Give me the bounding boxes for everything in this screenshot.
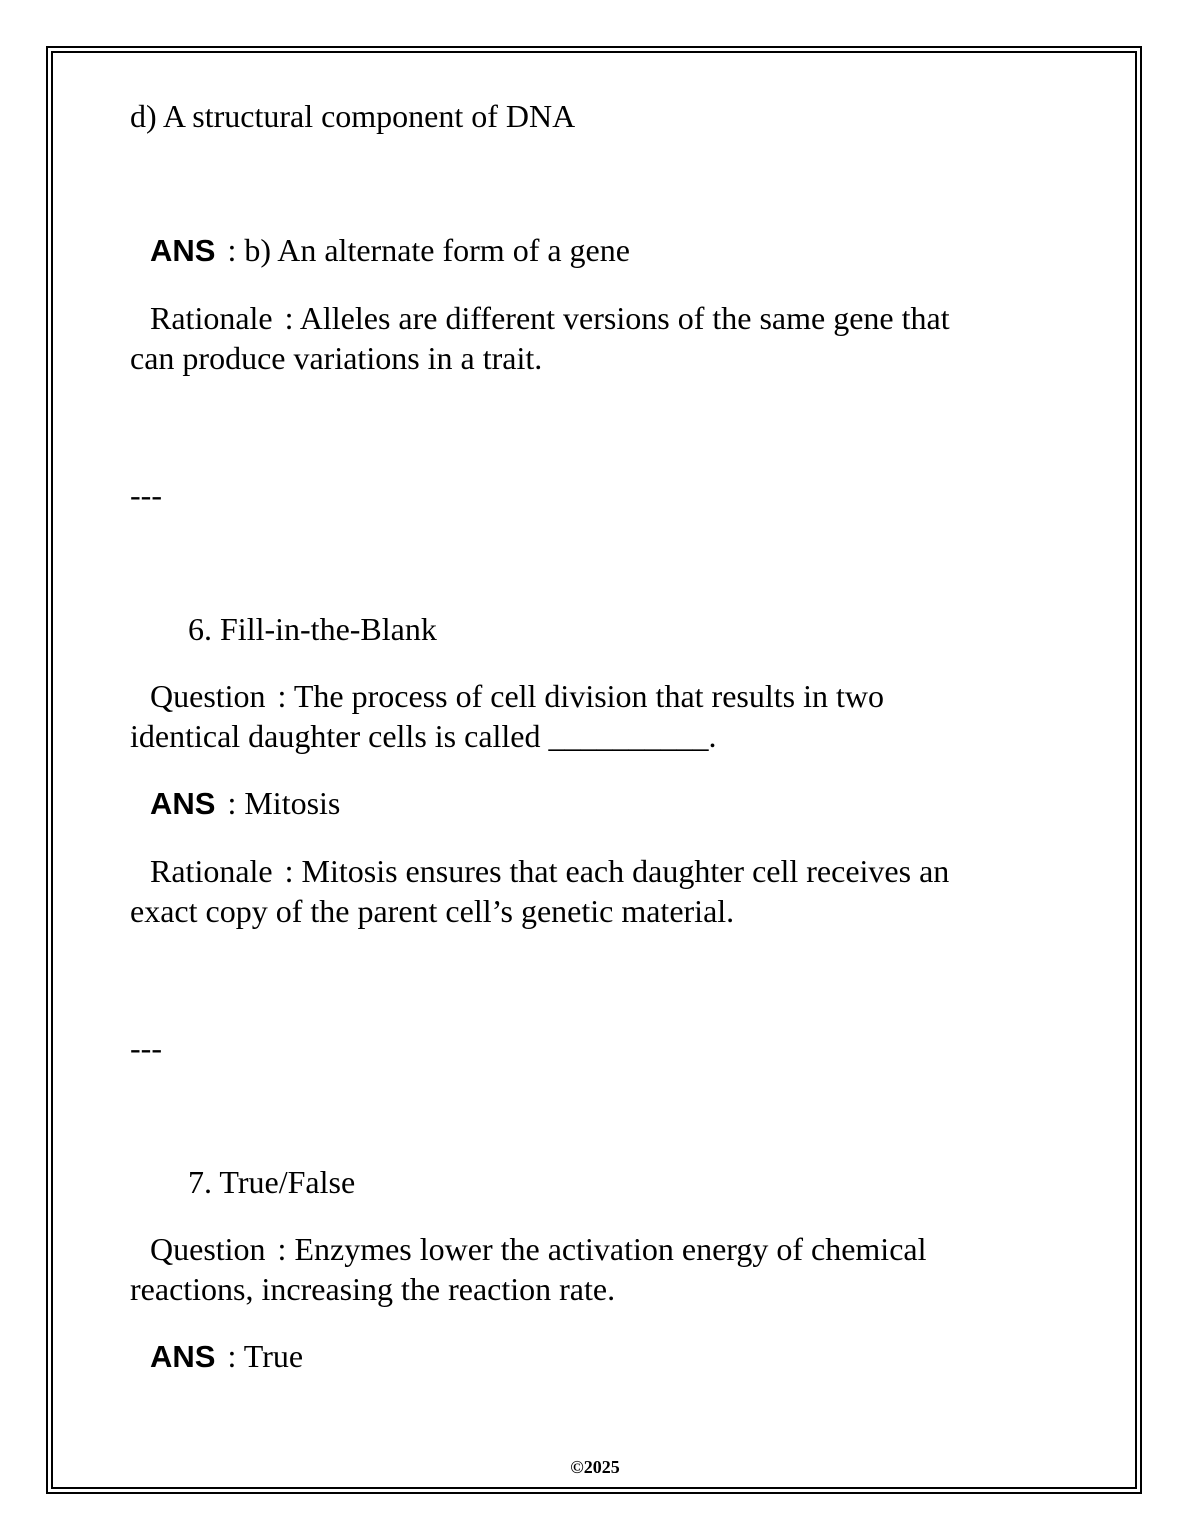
q5-rationale-text-1: : Alleles are different versions of the same gene that — [284, 300, 950, 336]
separator-1: --- — [130, 477, 162, 513]
ans-label: ANS — [150, 786, 216, 821]
separator-2: --- — [130, 1030, 162, 1066]
q7-question — [150, 1229, 926, 1269]
q6-rationale-text-1: : Mitosis ensures that each daughter cell receives an — [284, 853, 950, 889]
q7-heading: 7. True/False — [188, 1164, 356, 1200]
q6-answer-text: : Mitosis — [227, 785, 341, 821]
q6-heading: 6. Fill-in-the-Blank — [188, 611, 437, 647]
question-label: Question — [150, 678, 266, 714]
option-d: d) A structural component of DNA — [130, 98, 576, 134]
rationale-label: Rationale — [150, 300, 273, 336]
q6-rationale — [150, 851, 949, 891]
question-label: Question — [150, 1231, 266, 1267]
q5-rationale — [150, 298, 950, 338]
q7-answer — [150, 1336, 303, 1377]
q5-rationale-text-2: can produce variations in a trait. — [130, 340, 543, 376]
q6-question-text-2: identical daughter cells is called __________. — [130, 718, 717, 754]
q6-rationale-text-2: exact copy of the parent cell’s genetic material. — [130, 893, 735, 929]
ans-label: ANS — [150, 233, 216, 268]
q6-question — [150, 676, 884, 716]
q6-question-text-1: : The process of cell division that results in two — [277, 678, 884, 714]
q7-question-text-1: : Enzymes lower the activation energy of chemical — [277, 1231, 927, 1267]
rationale-label: Rationale — [150, 853, 273, 889]
q7-answer-text: : True — [227, 1338, 304, 1374]
q5-answer-text: : b) An alternate form of a gene — [227, 232, 630, 268]
copyright-footer: ©2025 — [570, 1457, 620, 1477]
q6-answer — [150, 783, 340, 824]
q5-answer — [150, 230, 630, 271]
ans-label: ANS — [150, 1339, 216, 1374]
q7-question-text-2: reactions, increasing the reaction rate. — [130, 1271, 616, 1307]
